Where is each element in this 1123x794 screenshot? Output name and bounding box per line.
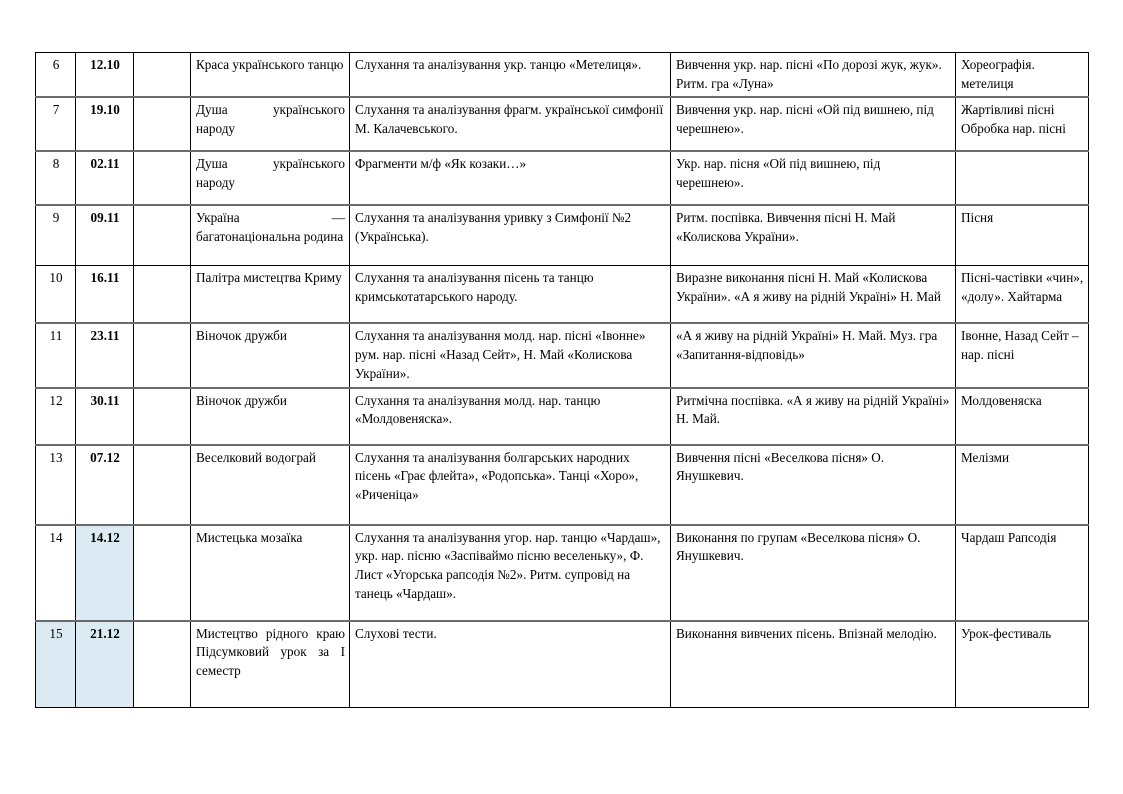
row-listening-cell: Слухання та аналізування укр. танцю «Метелиця». xyxy=(350,53,671,98)
row-number-cell: 11 xyxy=(36,323,76,387)
row-notes-cell: Молдовеняска xyxy=(956,388,1089,445)
row-performing-cell: Вивчення укр. нар. пісні «По дорозі жук, жук». Ритм. гра «Луна» xyxy=(671,53,956,98)
row-blank-cell xyxy=(134,265,191,323)
row-blank-cell xyxy=(134,525,191,621)
row-date-cell: 07.12 xyxy=(76,445,134,525)
row-number-cell: 7 xyxy=(36,97,76,151)
row-listening-cell: Слухання та аналізування болгарських народних пісень «Грає флейта», «Родопська». Танці «Хоро», «Риченіца» xyxy=(350,445,671,525)
row-listening-cell: Слухові тести. xyxy=(350,621,671,708)
row-theme-cell: Душа українського народу xyxy=(191,151,350,205)
row-listening-cell: Слухання та аналізування уривку з Симфонії №2 (Українська). xyxy=(350,205,671,265)
row-theme-cell: Віночок дружби xyxy=(191,323,350,387)
row-theme-cell: Мистецтво рідного краю Підсумковий урок за I семестр xyxy=(191,621,350,708)
row-theme-cell: Душа українського народу xyxy=(191,97,350,151)
row-theme-cell: Краса українського танцю xyxy=(191,53,350,98)
table-row xyxy=(36,205,1089,265)
row-date-cell: 23.11 xyxy=(76,323,134,387)
row-performing-cell: Укр. нар. пісня «Ой під вишнею, під черешнею». xyxy=(671,151,956,205)
row-date-cell: 21.12 xyxy=(76,621,134,708)
row-performing-cell: Виконання по групам «Веселкова пісня» О. Янушкевич. xyxy=(671,525,956,621)
row-date-cell: 12.10 xyxy=(76,53,134,98)
lesson-plan-table xyxy=(35,52,1089,708)
row-blank-cell xyxy=(134,53,191,98)
table-row xyxy=(36,445,1089,525)
row-date-cell: 14.12 xyxy=(76,525,134,621)
row-notes-cell: Хореографія. метелиця xyxy=(956,53,1089,98)
row-listening-cell: Фрагменти м/ф «Як козаки…» xyxy=(350,151,671,205)
row-listening-cell: Слухання та аналізування молд. нар. пісні «Івонне» рум. нар. пісні «Назад Сейт», Н. Май «Колискова України». xyxy=(350,323,671,387)
row-number-cell: 8 xyxy=(36,151,76,205)
row-performing-cell: Ритм. поспівка. Вивчення пісні Н. Май «Колискова України». xyxy=(671,205,956,265)
row-notes-cell: Жартівливі пісні Обробка нар. пісні xyxy=(956,97,1089,151)
table-row xyxy=(36,525,1089,621)
row-date-cell: 02.11 xyxy=(76,151,134,205)
row-notes-cell: Пісні-частівки «чин», «долу». Хайтарма xyxy=(956,265,1089,323)
table-row xyxy=(36,53,1089,98)
row-blank-cell xyxy=(134,445,191,525)
row-performing-cell: Вивчення пісні «Веселкова пісня» О. Янушкевич. xyxy=(671,445,956,525)
row-notes-cell: Чардаш Рапсодія xyxy=(956,525,1089,621)
row-listening-cell: Слухання та аналізування угор. нар. танцю «Чардаш», укр. нар. пісню «Заспіваймо пісню веселеньку», Ф. Лист «Угорська рапсодія №2». Ритм. супровід на танець «Чардаш». xyxy=(350,525,671,621)
row-notes-cell: Івонне, Назад Сейт – нар. пісні xyxy=(956,323,1089,387)
row-number-cell: 12 xyxy=(36,388,76,445)
table-row xyxy=(36,151,1089,205)
row-number-cell: 15 xyxy=(36,621,76,708)
row-performing-cell: Виразне виконання пісні Н. Май «Колискова України». «А я живу на рідній Україні» Н. Май xyxy=(671,265,956,323)
lesson-plan-body xyxy=(36,53,1089,708)
row-notes-cell: Урок-фестиваль xyxy=(956,621,1089,708)
row-date-cell: 09.11 xyxy=(76,205,134,265)
row-blank-cell xyxy=(134,151,191,205)
row-theme-cell: Мистецька мозаїка xyxy=(191,525,350,621)
row-notes-cell: Пісня xyxy=(956,205,1089,265)
table-row xyxy=(36,265,1089,323)
row-listening-cell: Слухання та аналізування молд. нар. танцю «Молдовеняска». xyxy=(350,388,671,445)
row-date-cell: 16.11 xyxy=(76,265,134,323)
row-performing-cell: Вивчення укр. нар. пісні «Ой під вишнею, під черешнею». xyxy=(671,97,956,151)
table-row xyxy=(36,621,1089,708)
row-blank-cell xyxy=(134,323,191,387)
row-notes-cell: Мелізми xyxy=(956,445,1089,525)
row-number-cell: 10 xyxy=(36,265,76,323)
row-listening-cell: Слухання та аналізування пісень та танцю кримськотатарського народу. xyxy=(350,265,671,323)
row-blank-cell xyxy=(134,205,191,265)
table-row xyxy=(36,388,1089,445)
row-date-cell: 19.10 xyxy=(76,97,134,151)
row-number-cell: 14 xyxy=(36,525,76,621)
table-row xyxy=(36,97,1089,151)
row-listening-cell: Слухання та аналізування фрагм. української симфонії М. Калачевського. xyxy=(350,97,671,151)
row-theme-cell: Палітра мистецтва Криму xyxy=(191,265,350,323)
row-number-cell: 13 xyxy=(36,445,76,525)
lesson-plan-table-wrapper xyxy=(35,52,1088,708)
row-performing-cell: Виконання вивчених пісень. Впізнай мелодію. xyxy=(671,621,956,708)
row-number-cell: 6 xyxy=(36,53,76,98)
row-theme-cell: Веселковий водограй xyxy=(191,445,350,525)
row-blank-cell xyxy=(134,97,191,151)
table-row xyxy=(36,323,1089,387)
row-blank-cell xyxy=(134,388,191,445)
row-blank-cell xyxy=(134,621,191,708)
row-date-cell: 30.11 xyxy=(76,388,134,445)
row-performing-cell: Ритмічна поспівка. «А я живу на рідній Україні» Н. Май. xyxy=(671,388,956,445)
row-number-cell: 9 xyxy=(36,205,76,265)
row-theme-cell: Віночок дружби xyxy=(191,388,350,445)
row-notes-cell xyxy=(956,151,1089,205)
row-performing-cell: «А я живу на рідній Україні» Н. Май. Муз. гра «Запитання-відповідь» xyxy=(671,323,956,387)
row-theme-cell: Україна — багатонаціональна родина xyxy=(191,205,350,265)
